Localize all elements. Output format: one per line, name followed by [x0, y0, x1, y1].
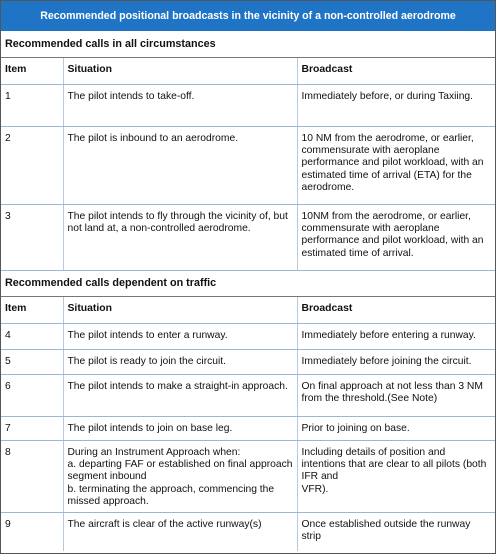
header-broadcast: Broadcast — [297, 296, 495, 323]
table-row — [1, 416, 495, 440]
cell-situation: The pilot is inbound to an aerodrome. — [63, 126, 297, 204]
broadcast-table — [1, 1, 495, 551]
header-situation: Situation — [63, 296, 297, 323]
header-item: Item — [1, 57, 63, 84]
cell-broadcast: 10 NM from the aerodrome, or earlier, commensurate with aeroplane performance and pilot workload, with an estimated time of arrival (ETA) for the aerodrome. — [297, 126, 495, 204]
section-heading-row — [1, 270, 495, 296]
cell-item: 2 — [1, 126, 63, 204]
column-header-row — [1, 57, 495, 84]
table-row — [1, 84, 495, 126]
cell-broadcast: Prior to joining on base. — [297, 416, 495, 440]
table-row — [1, 349, 495, 374]
cell-item: 5 — [1, 349, 63, 374]
cell-situation: During an Instrument Approach when: a. departing FAF or established on final approach segment inbound b. terminating the approach, commencing the missed approach. — [63, 440, 297, 512]
table-row — [1, 512, 495, 551]
cell-item: 1 — [1, 84, 63, 126]
table-row — [1, 440, 495, 512]
cell-broadcast: Including details of position and intentions that are clear to all pilots (both IFR and VFR). — [297, 440, 495, 512]
cell-item: 3 — [1, 204, 63, 270]
table-title-row — [1, 1, 495, 31]
cell-broadcast: 10NM from the aerodrome, or earlier, commensurate with aeroplane performance and pilot workload, with an estimated time of arrival. — [297, 204, 495, 270]
cell-item: 4 — [1, 323, 63, 349]
cell-broadcast: Immediately before, or during Taxiing. — [297, 84, 495, 126]
header-broadcast: Broadcast — [297, 57, 495, 84]
cell-broadcast: Once established outside the runway strip — [297, 512, 495, 551]
header-item: Item — [1, 296, 63, 323]
cell-situation: The aircraft is clear of the active runway(s) — [63, 512, 297, 551]
cell-item: 8 — [1, 440, 63, 512]
cell-broadcast: Immediately before entering a runway. — [297, 323, 495, 349]
cell-situation: The pilot intends to make a straight-in approach. — [63, 374, 297, 416]
cell-broadcast: Immediately before joining the circuit. — [297, 349, 495, 374]
section-heading: Recommended calls in all circumstances — [1, 31, 495, 57]
section-heading-row — [1, 31, 495, 57]
table-row — [1, 374, 495, 416]
cell-item: 6 — [1, 374, 63, 416]
cell-broadcast: On final approach at not less than 3 NM from the threshold.(See Note) — [297, 374, 495, 416]
table-row — [1, 323, 495, 349]
cell-situation: The pilot intends to join on base leg. — [63, 416, 297, 440]
table-row — [1, 126, 495, 204]
header-situation: Situation — [63, 57, 297, 84]
cell-situation: The pilot is ready to join the circuit. — [63, 349, 297, 374]
cell-item: 9 — [5, 518, 11, 530]
section-heading: Recommended calls dependent on traffic — [1, 270, 495, 296]
column-header-row — [1, 296, 495, 323]
cell-situation: The pilot intends to enter a runway. — [63, 323, 297, 349]
cell-situation: The pilot intends to take-off. — [63, 84, 297, 126]
cell-situation: The pilot intends to fly through the vicinity of, but not land at, a non-controlled aerodrome. — [63, 204, 297, 270]
table-title: Recommended positional broadcasts in the vicinity of a non-controlled aerodrome — [1, 1, 495, 31]
cell-item: 7 — [1, 416, 63, 440]
table-row — [1, 204, 495, 270]
